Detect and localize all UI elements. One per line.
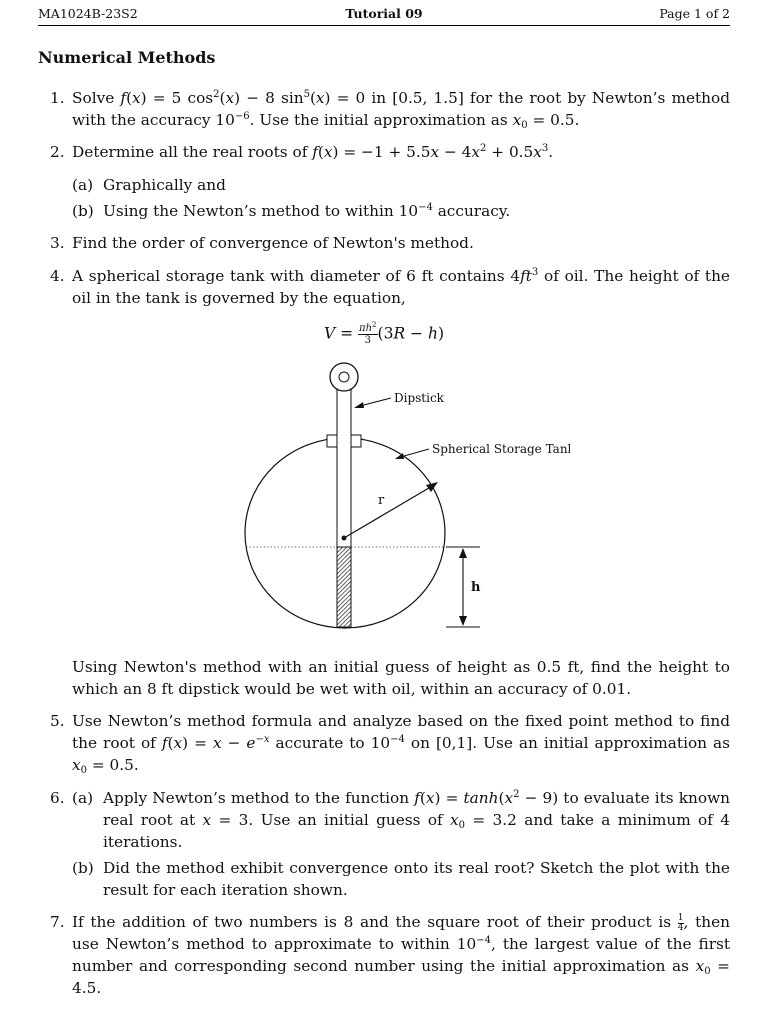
question-5 <box>38 710 730 776</box>
height-label: h <box>471 580 481 595</box>
page-header <box>38 6 730 26</box>
height-arrow-up <box>459 548 467 558</box>
tank-label: Spherical Storage Tank <box>432 442 570 456</box>
question-followup-text: Using Newton's method with an initial guess of height as 0.5 ft, find the height to which an 8 ft dipstick would be wet with oil, within an accuracy of 0.01. <box>72 658 730 698</box>
question-number: 7. <box>50 913 65 931</box>
question-text: If the addition of two numbers is 8 and the square root of their product is $\frac{1}{4}$ , then use Newton’s method to approximate to within $10^{-4}$, the largest value of the first number and corresponding second number using the initial approximation as $x_0 = 4.5$. <box>72 912 731 997</box>
question-number: 4. <box>50 267 65 285</box>
height-arrow-down <box>459 616 467 626</box>
question-7 <box>38 911 731 997</box>
dipstick-ring-hole <box>339 372 349 382</box>
question-3 <box>38 232 730 254</box>
part-text: Did the method exhibit convergence onto its real root? Sketch the plot with the result for each iteration shown. <box>103 859 730 899</box>
question-number: 1. <box>50 89 65 107</box>
question-6a <box>72 787 730 853</box>
part-label: (b) <box>72 202 94 220</box>
tank-diagram <box>230 358 570 642</box>
part-text: Using the Newton’s method to within $10^{-4}$ accuracy. <box>103 202 511 220</box>
question-2a <box>72 174 730 196</box>
question-text: A spherical storage tank with diameter of 6 ft contains $4ft^3$ of oil. The height of the oil in the tank is governed by the equation, <box>72 267 730 307</box>
question-6b <box>72 857 730 901</box>
section-title: Numerical Methods <box>38 48 216 67</box>
part-label: (b) <box>72 859 94 877</box>
part-label: (a) <box>72 789 94 807</box>
page-number: Page 1 of 2 <box>659 6 730 21</box>
question-1 <box>38 87 730 131</box>
question-2b <box>72 200 730 222</box>
radius-arrowhead <box>426 482 438 492</box>
document-title: Tutorial 09 <box>345 6 423 21</box>
dipstick-callout-arrowhead <box>354 402 364 408</box>
question-text: Solve f(x) = 5 $\cos^2(x) - 8$ $\sin^5(x) = 0$ in [0.5, 1.5] for the root by Newton’s method with the accuracy $10^{-6}$. Use the initial approximation as $x_0 = 0.5$. <box>72 89 730 131</box>
header-rule <box>38 25 730 26</box>
question-text: Use Newton’s method formula and analyze based on the fixed point method to find the root of $f(x) = x - e^{-x}$ accurate to $10^{-4}$ on [0,1]. Use an initial approximation as $x_0 = 0.5$. <box>72 712 731 776</box>
part-text: Graphically and <box>103 176 226 194</box>
question-4 <box>38 265 730 309</box>
radius-label: r <box>378 493 385 508</box>
dipstick-label: Dipstick <box>394 391 444 405</box>
course-code: MA1024B-23S2 <box>38 6 138 21</box>
part-text: Apply Newton’s method to the function $f(x) = \tanh(x^2 - 9)$ to evaluate its known real root at x = 3. Use an initial guess of $x_0 = 3.2$ and take a minimum of 4 iterations. <box>103 789 731 851</box>
question-2 <box>38 141 730 163</box>
question-4-followup <box>38 656 730 700</box>
dipstick-wet-portion <box>337 547 351 627</box>
tank-svg <box>230 358 570 638</box>
part-label: (a) <box>72 176 94 194</box>
question-number: 5. <box>50 712 65 730</box>
radius-line <box>344 485 434 538</box>
question-text: Find the order of convergence of Newton's method. <box>72 234 474 252</box>
question-text: Determine all the real roots of $f(x) = -1 + 5.5x - 4x^2 + 0.5x^3$. <box>72 143 554 161</box>
question-number: 6. <box>50 789 65 807</box>
question-number: 3. <box>50 234 65 252</box>
question-number: 2. <box>50 143 65 161</box>
volume-formula: V = $\frac{\pi h^2}{3}$ (3R − h) <box>323 321 444 346</box>
